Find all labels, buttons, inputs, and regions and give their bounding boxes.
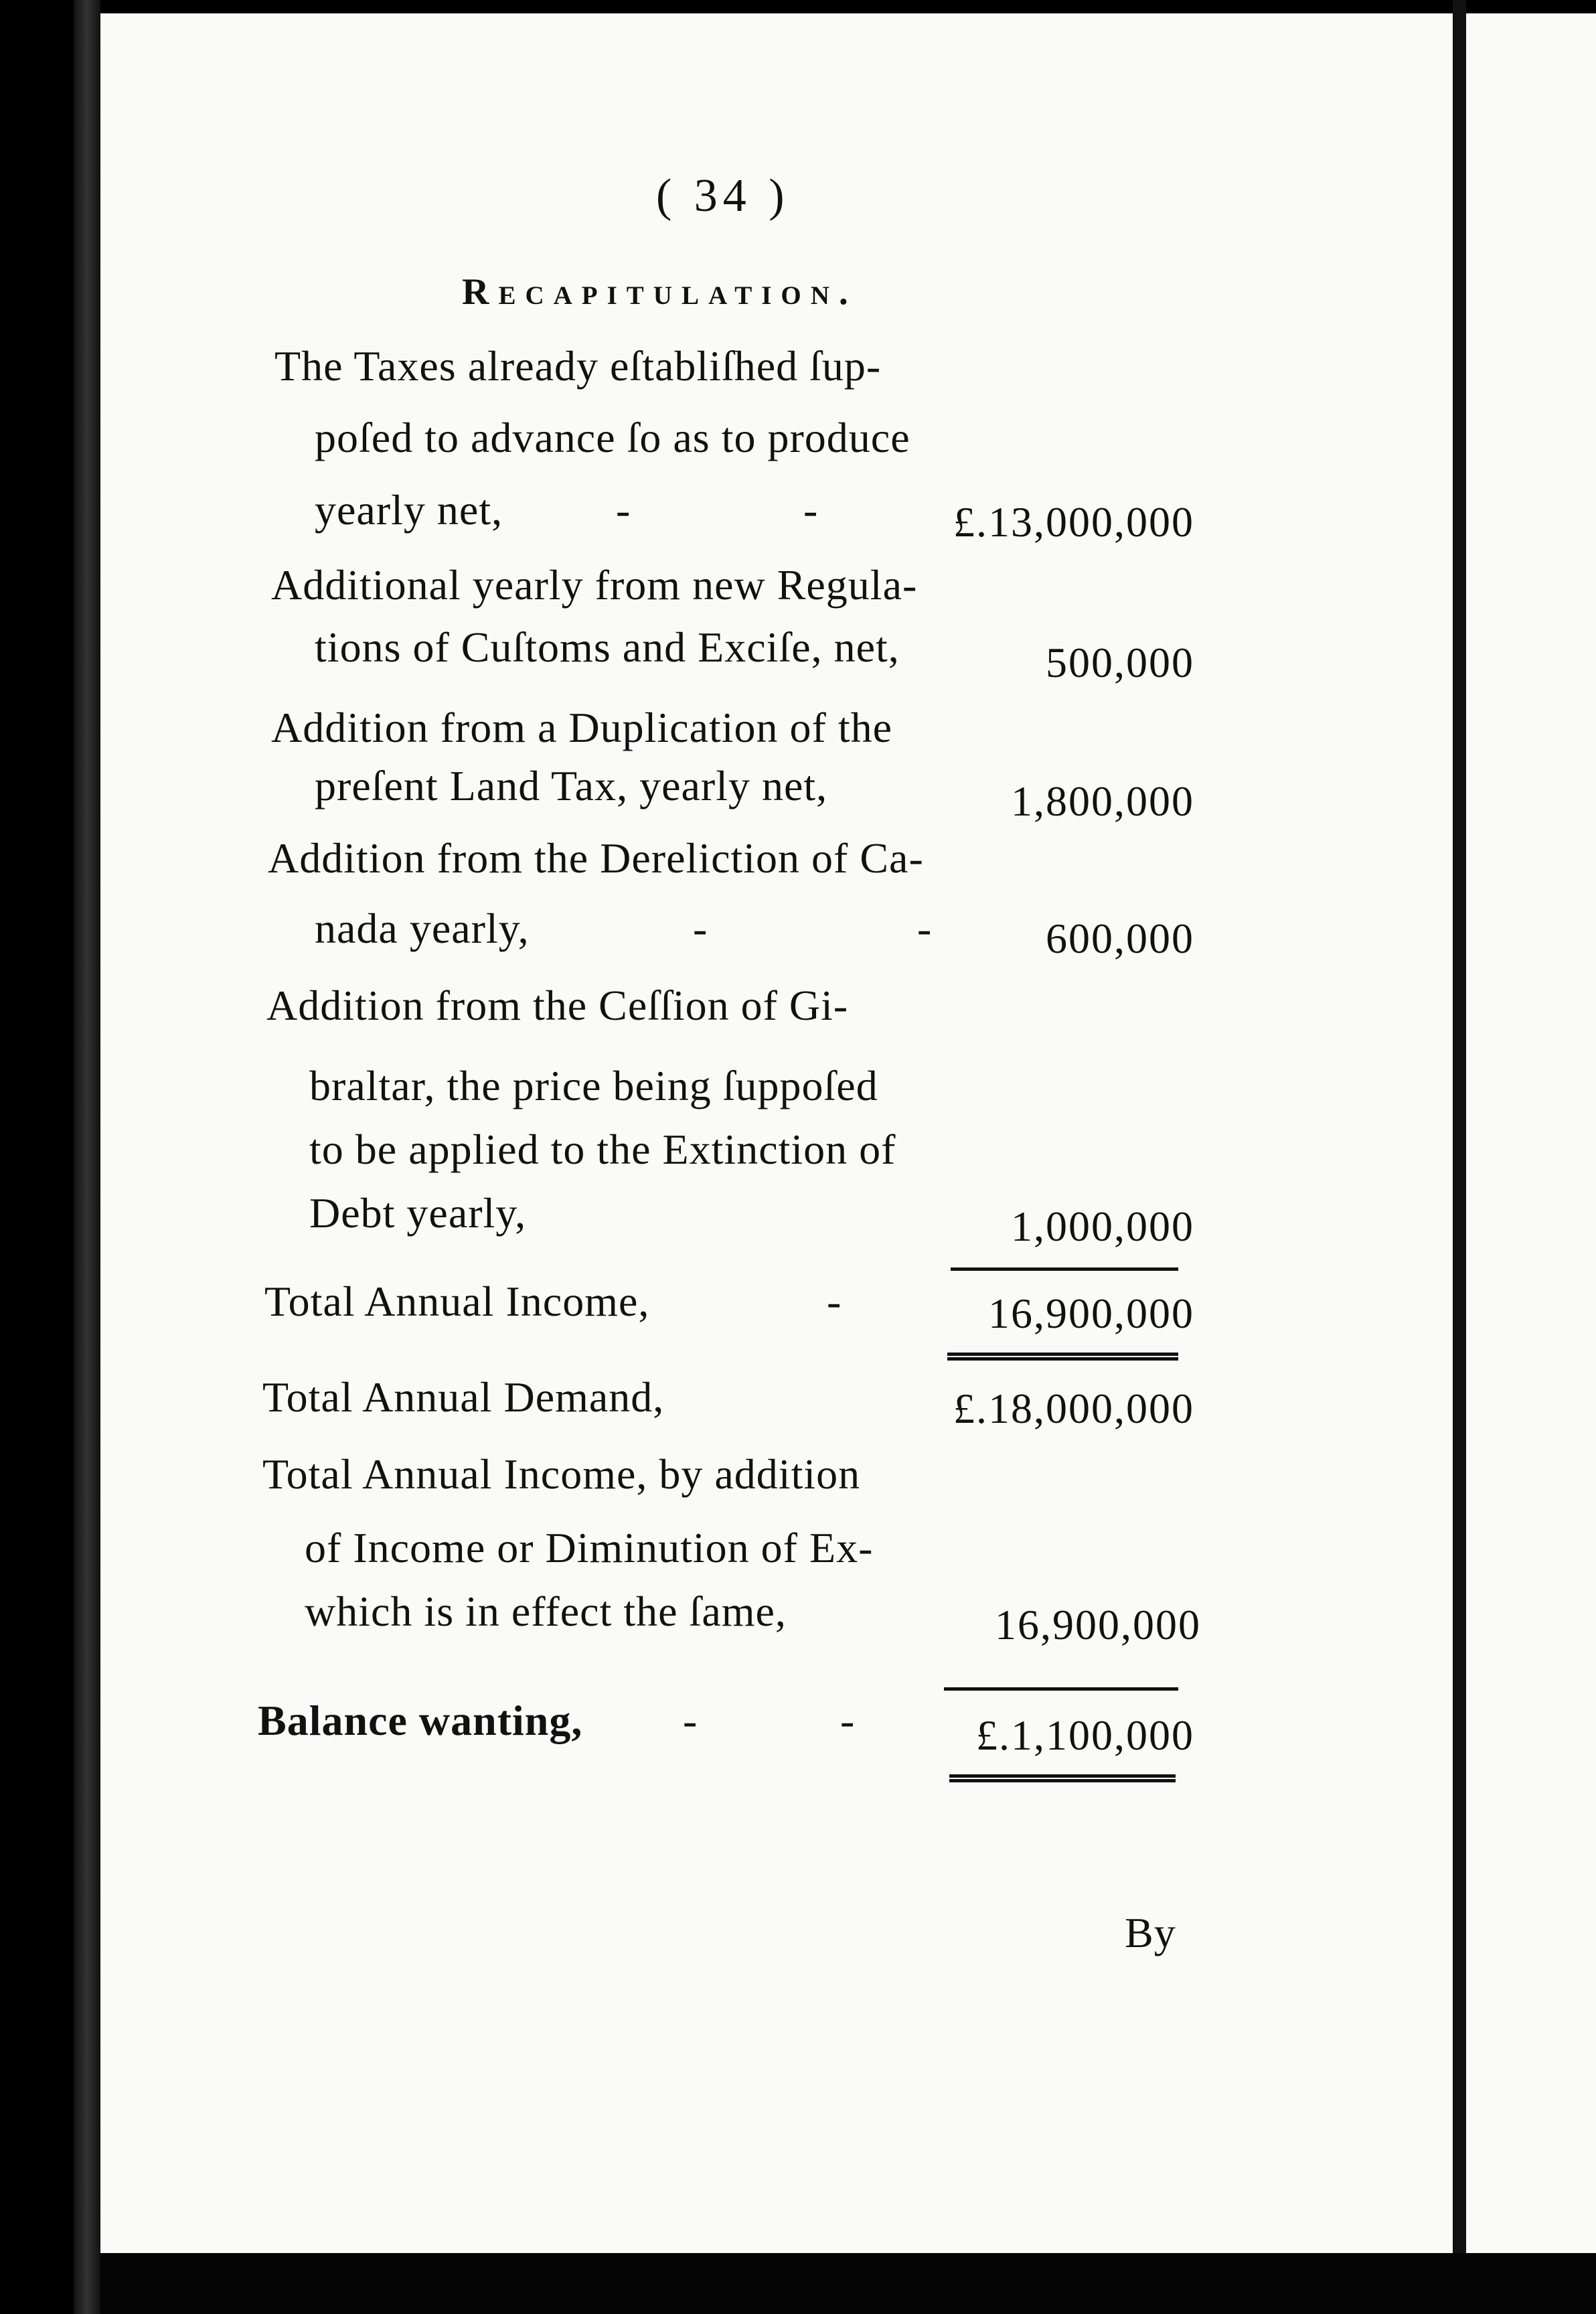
total-income-amount: 16,900,000	[988, 1290, 1194, 1337]
entry-line: of Income or Diminution of Ex-	[305, 1524, 874, 1571]
catchword: By	[1125, 1909, 1176, 1956]
entry-line: Addition from the Dereliction of Ca-	[268, 834, 924, 882]
entry-line: poſed to advance ſo as to produce	[315, 414, 910, 461]
page-heading: Recapitulation.	[462, 271, 858, 313]
leader-dash: -	[803, 486, 819, 534]
entry-line: to be applied to the Extinction of	[309, 1126, 896, 1173]
sum-rule	[944, 1687, 1178, 1691]
double-rule	[947, 1353, 1178, 1361]
entry-amount: 600,000	[1046, 915, 1194, 962]
entry-line: braltar, the price being ſuppoſed	[309, 1062, 878, 1109]
entry-line: nada yearly,	[315, 905, 530, 952]
facing-page-edge	[1466, 13, 1596, 2253]
entry-line: which is in effect the ſame,	[305, 1588, 787, 1635]
income-addition-amount: 16,900,000	[995, 1601, 1201, 1648]
sum-rule	[951, 1267, 1178, 1271]
total-income-label: Total Annual Income,	[264, 1278, 650, 1325]
scan-bottom-edge	[100, 2253, 1596, 2314]
leader-dash: -	[840, 1697, 856, 1744]
leader-dash: -	[827, 1278, 842, 1325]
balance-amount: £.1,100,000	[976, 1711, 1194, 1759]
gutter-shadow	[1453, 0, 1466, 2314]
balance-label: Balance wanting,	[258, 1697, 583, 1744]
entry-amount: 500,000	[1046, 639, 1194, 686]
entry-line: Addition from a Duplication of the	[271, 704, 893, 751]
entry-amount: 1,800,000	[1011, 777, 1194, 825]
entry-line: Additional yearly from new Regula-	[271, 561, 918, 609]
book-spine-shadow	[74, 0, 100, 2314]
entry-line: yearly net,	[315, 486, 503, 534]
leader-dash: -	[616, 486, 631, 534]
leader-dash: -	[917, 905, 933, 952]
entry-line: Debt yearly,	[309, 1189, 527, 1237]
entry-amount: 1,000,000	[1011, 1203, 1194, 1250]
entry-line: The Taxes already eſtabliſhed ſup-	[274, 342, 882, 390]
entry-line: preſent Land Tax, yearly net,	[315, 762, 828, 809]
page-number: ( 34 )	[656, 170, 790, 222]
entry-line: Addition from the Ceſſion of Gi-	[266, 982, 849, 1029]
total-demand-amount: £.18,000,000	[953, 1385, 1194, 1432]
entry-line: tions of Cuſtoms and Exciſe, net,	[315, 623, 900, 671]
leader-dash: -	[693, 905, 708, 952]
double-rule	[949, 1774, 1176, 1782]
total-demand-label: Total Annual Demand,	[262, 1373, 665, 1421]
entry-amount: £.13,000,000	[953, 498, 1194, 546]
leader-dash: -	[683, 1697, 698, 1744]
entry-line: Total Annual Income, by addition	[262, 1450, 861, 1498]
